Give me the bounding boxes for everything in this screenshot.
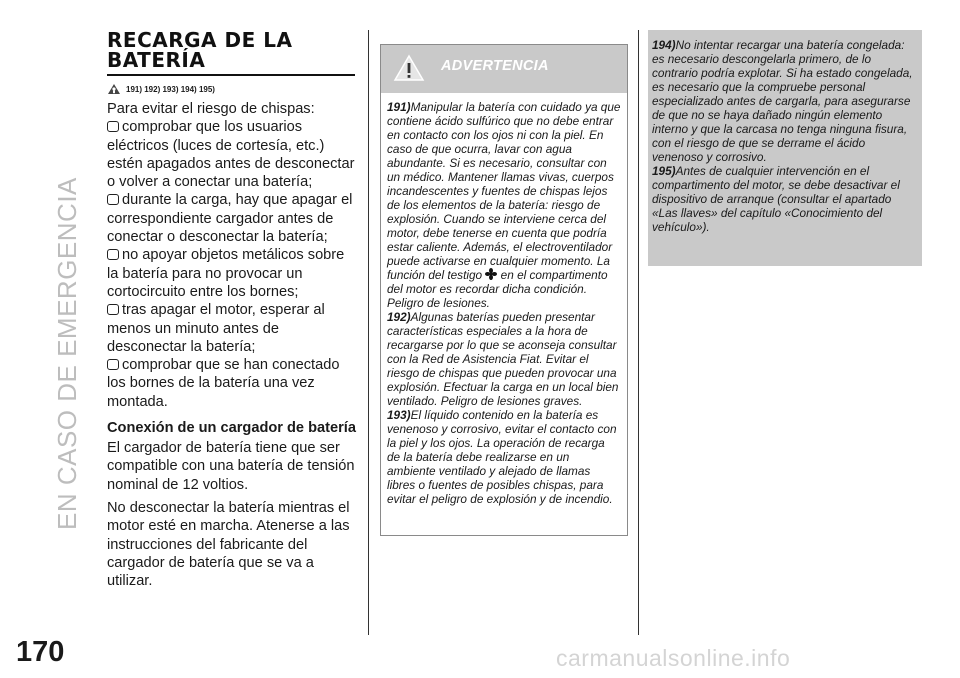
page-number: 170 <box>16 636 65 668</box>
bullet-list <box>107 118 357 411</box>
subheading: Conexión de un cargador de batería <box>107 420 356 437</box>
watermark: carmanualsonline.info <box>556 645 791 671</box>
warning-person-icon <box>107 83 121 95</box>
bullet-icon <box>107 304 119 315</box>
title-rule <box>107 74 355 76</box>
warning-item: 194)No intentar recargar una batería congelada: es necesario descongelarla primero, de lo contrario podría explotar. Si ha estado congelada, es necesario que la compruebe personal especializado antes de cargarla, para asegurarse de que no se haya dañado ningún elemento interno y que la carcasa no tenga ninguna fisura, con el riesgo de que se derrame el ácido venenoso y corrosivo. <box>652 38 913 164</box>
main-column <box>107 30 357 590</box>
fan-warning-icon <box>485 268 497 280</box>
bullet-icon <box>107 194 119 205</box>
warning-item: 191)Manipular la batería con cuidado ya que contiene ácido sulfúrico que no debe entrar en contacto con los ojos ni con la piel. En caso de que ocurra, lavar con agua abundante. Si es necesario, consultar con un médico. Mantener llamas vivas, cuerpos incandescentes y fuentes de chispas lejos de los elementos de la batería: riesgo de explosión. Cuando se interviene cerca del motor, debe tenerse en cuenta que podría estar caliente. Además, el electroventilador puede activarse en cualquier momento. La función del testigo en el compartimento del motor es recordar dicha condición. Peligro de lesiones. <box>387 100 621 310</box>
paragraph: No desconectar la batería mientras el motor esté en marcha. Atenerse a las instrucciones del fabricante del cargador de batería que se va a utilizar. <box>107 499 350 590</box>
list-item: comprobar que los usuarios eléctricos (luces de cortesía, etc.) estén apagados antes de desconectar o volver a conectar una batería; <box>107 119 355 191</box>
reference-list <box>107 82 357 96</box>
page-title <box>107 30 357 70</box>
column-divider <box>368 30 369 635</box>
warning-continuation <box>648 30 922 266</box>
intro-text: Para evitar el riesgo de chispas: <box>107 101 315 117</box>
title-line-1: RECARGA DE LA <box>107 28 293 52</box>
column-divider <box>638 30 639 635</box>
list-item: no apoyar objetos metálicos sobre la batería para no provocar un cortocircuito entre los bornes; <box>107 247 345 300</box>
sidebar <box>0 0 95 678</box>
title-line-2: BATERÍA <box>107 48 206 72</box>
warning-box <box>380 44 628 536</box>
reference-numbers: 191) 192) 193) 194) 195) <box>126 84 215 94</box>
warning-body <box>381 93 627 506</box>
bullet-icon <box>107 359 119 370</box>
warning-header <box>381 45 627 93</box>
warning-item: 195)Antes de cualquier intervención en el compartimento del motor, se debe desactivar el dispositivo de arranque (consultar el apartado «Las llaves» del capítulo «Conocimiento del vehículo»). <box>652 164 900 234</box>
list-item: durante la carga, hay que apagar el correspondiente cargador antes de conectar o desconectar la batería; <box>107 192 353 246</box>
warning-triangle-icon <box>393 54 425 82</box>
list-item: tras apagar el motor, esperar al menos un minuto antes de desconectar la batería; <box>107 302 325 355</box>
bullet-icon <box>107 121 119 132</box>
bullet-icon <box>107 249 119 260</box>
section-title: EN CASO DE EMERGENCIA <box>52 177 82 530</box>
paragraph: El cargador de batería tiene que ser compatible con una batería de tensión nominal de 12 voltios. <box>107 440 355 493</box>
warning-item: 192)Algunas baterías pueden presentar características especiales a la hora de recargarse por lo que se aconseja consultar con la Red de Asistencia Fiat. Evitar el riesgo de chispas que pueden provocar una explosión. Efectuar la carga en un local bien ventilado. Peligro de lesiones graves. <box>387 310 619 408</box>
warning-item: 193)El líquido contenido en la batería es venenoso y corrosivo, evitar el contacto con la piel y los ojos. La operación de recarga de la batería debe realizarse en un ambiente ventilado y alejado de llamas libres o fuentes de posibles chispas, para evitar el peligro de explosión y de incendio. <box>387 408 617 506</box>
warning-heading: ADVERTENCIA <box>441 58 549 74</box>
list-item: comprobar que se han conectado los bornes de la batería una vez montada. <box>107 357 340 410</box>
